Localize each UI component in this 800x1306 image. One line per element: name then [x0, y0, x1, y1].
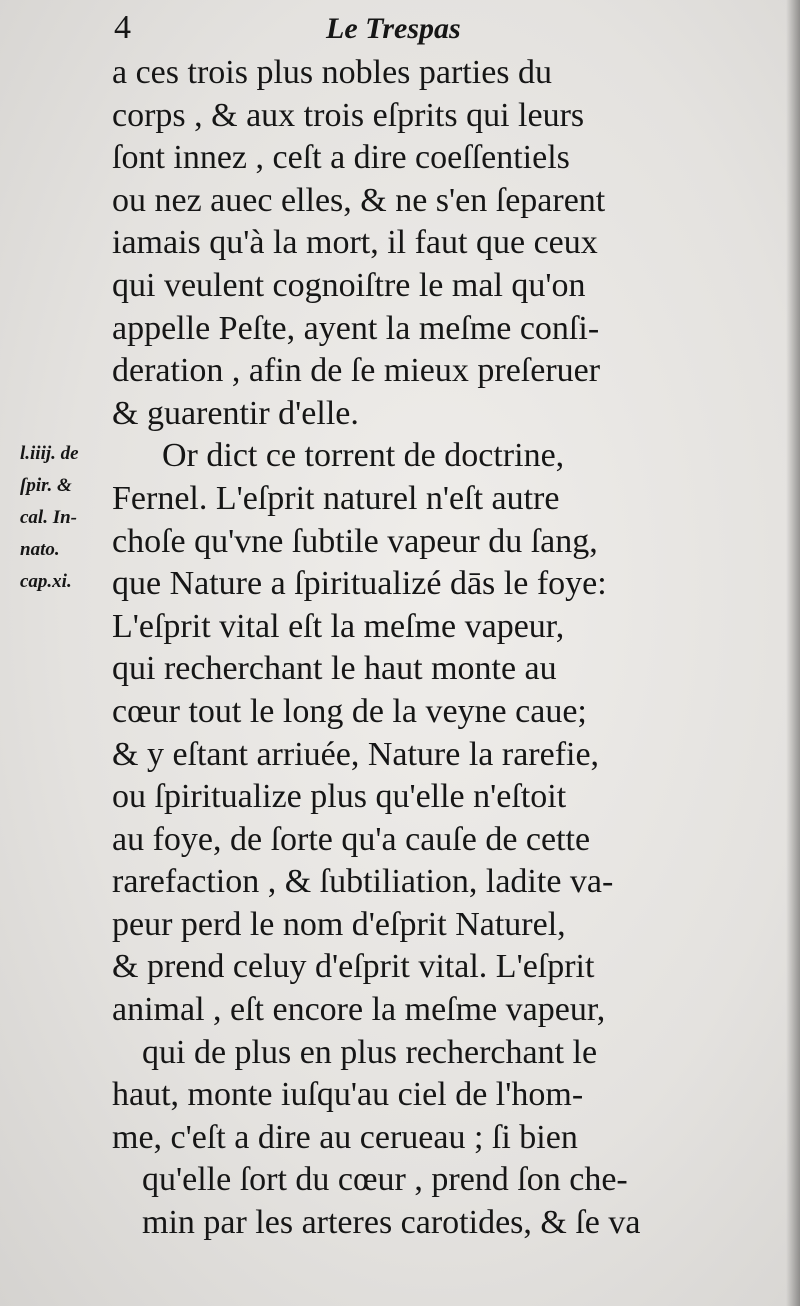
text-line: cœur tout le long de la veyne caue;: [112, 692, 587, 730]
text-line: ou ſpiritualize plus qu'elle n'eſtoit: [112, 778, 567, 816]
text-line: ſont innez , ceſt a dire coeſſentiels: [112, 139, 570, 177]
margin-note-line: cap.xi.: [20, 571, 72, 592]
text-line: & prend celuy d'eſprit vital. L'eſprit: [112, 948, 595, 986]
text-line: animal , eſt encore la meſme vapeur,: [112, 991, 606, 1029]
body-text: [112, 52, 732, 1245]
page-number: 4: [114, 9, 131, 46]
text-line: deration , afin de ſe mieux preſeruer: [112, 352, 601, 390]
text-line: au foye, de ſorte qu'a cauſe de cette: [112, 820, 591, 858]
text-line: qu'elle ſort du cœur , prend ſon che-: [142, 1161, 628, 1199]
text-line: me, c'eſt a dire au cerueau ; ſi bien: [112, 1118, 578, 1156]
text-line: a ces trois plus nobles parties du: [112, 54, 553, 91]
margin-note-line: ſpir. &: [20, 475, 72, 496]
text-line: Fernel. L'eſprit naturel n'eſt autre: [112, 479, 560, 517]
text-line: peur perd le nom d'eſprit Naturel,: [112, 905, 566, 943]
margin-note-line: cal. In-: [20, 507, 77, 528]
margin-note: [20, 438, 120, 598]
running-title: Le Trespas: [326, 12, 461, 45]
margin-note-line: nato.: [20, 539, 60, 560]
text-line: choſe qu'vne ſubtile vapeur du ſang,: [112, 522, 598, 560]
text-line: min par les arteres carotides, & ſe va: [142, 1204, 641, 1242]
text-line: qui recherchant le haut monte au: [112, 650, 557, 688]
text-line: rarefaction , & ſubtiliation, ladite va-: [112, 863, 614, 901]
text-line: appelle Peſte, ayent la meſme conſi-: [112, 309, 600, 347]
text-line: & y eſtant arriuée, Nature la rarefie,: [112, 735, 600, 773]
page-header: [108, 8, 728, 48]
text-line: Or dict ce torrent de doctrine,: [162, 437, 565, 475]
text-line: haut, monte iuſqu'au ciel de l'hom-: [112, 1076, 584, 1114]
text-line: corps , & aux trois eſprits qui leurs: [112, 96, 585, 134]
text-line: que Nature a ſpiritualizé dās le foye:: [112, 565, 607, 603]
text-line: qui de plus en plus recherchant le: [142, 1033, 598, 1071]
text-line: iamais qu'à la mort, il faut que ceux: [112, 224, 598, 262]
text-line: L'eſprit vital eſt la meſme vapeur,: [112, 607, 565, 645]
page-edge-shadow: [786, 0, 800, 1306]
text-line: ou nez auec elles, & ne s'en ſeparent: [112, 181, 606, 219]
text-line: & guarentir d'elle.: [112, 394, 359, 432]
text-line: qui veulent cognoiſtre le mal qu'on: [112, 266, 586, 304]
margin-note-line: l.iiij. de: [20, 443, 79, 464]
